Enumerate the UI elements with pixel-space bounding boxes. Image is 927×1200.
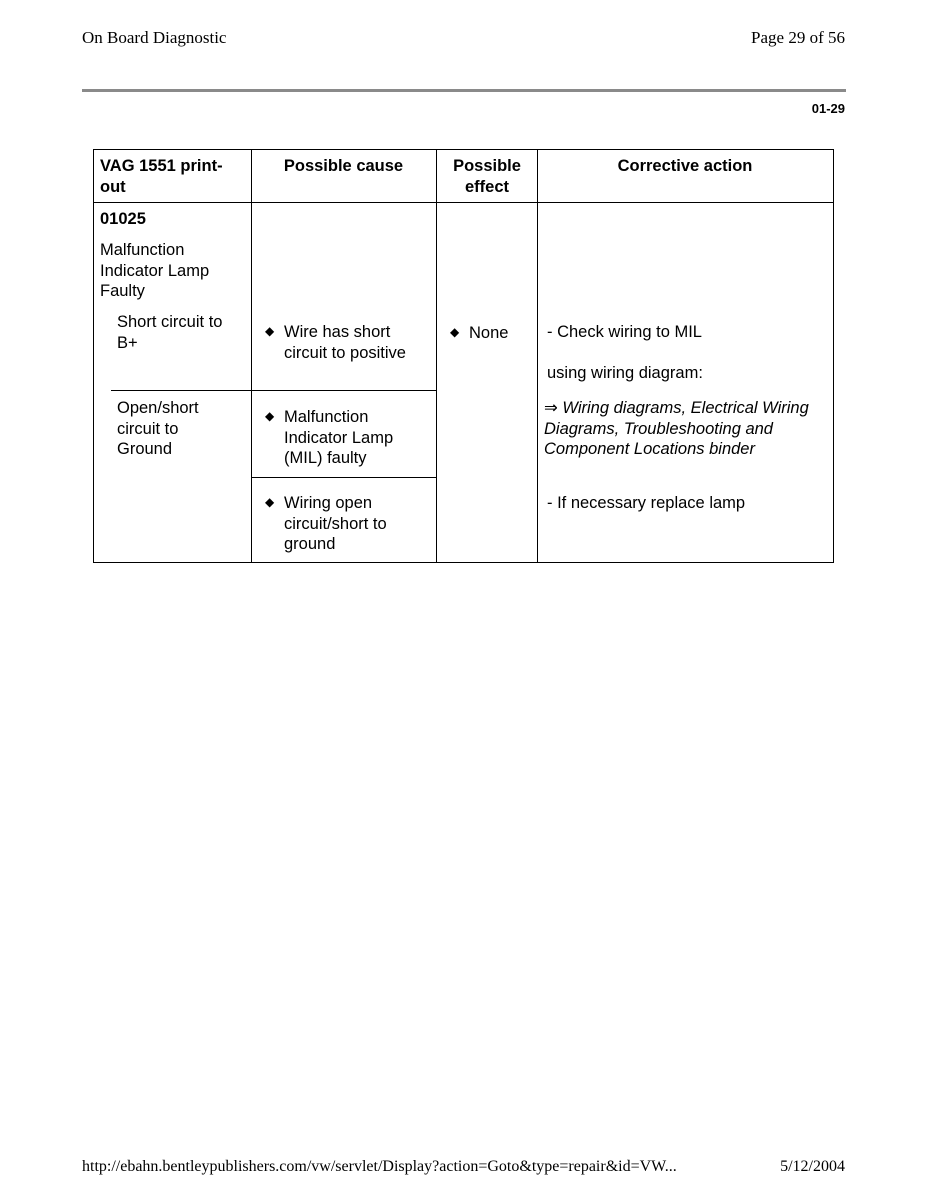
column-header-effect: Possible effect bbox=[453, 157, 521, 196]
diamond-bullet-icon: ◆ bbox=[265, 495, 275, 509]
header-divider bbox=[82, 89, 846, 92]
footer-url: http://ebahn.bentleypublishers.com/vw/servlet/Display?action=Goto&type=repair&id=VW... bbox=[82, 1158, 677, 1175]
diamond-bullet-icon: ◆ bbox=[265, 409, 275, 423]
effect-none: None bbox=[469, 324, 509, 342]
diamond-bullet-icon: ◆ bbox=[450, 325, 460, 339]
action-using-diagram: using wiring diagram: bbox=[547, 364, 703, 382]
cause-short-to-positive: Wire has short circuit to positive bbox=[284, 323, 406, 362]
column-header-cause: Possible cause bbox=[283, 157, 404, 175]
condition-short-b-plus: Short circuit to B+ bbox=[117, 313, 223, 352]
condition-open-short-ground: Open/short circuit to Ground bbox=[117, 399, 199, 458]
action-check-wiring: - Check wiring to MIL bbox=[547, 323, 702, 341]
cause-mil-faulty: Malfunction Indicator Lamp (MIL) faulty bbox=[284, 408, 394, 467]
document-title: On Board Diagnostic bbox=[82, 28, 227, 47]
column-header-action: Corrective action bbox=[617, 157, 753, 175]
arrow-right-icon: ⇒ bbox=[544, 399, 558, 417]
wiring-diagram-link[interactable]: Wiring diagrams, Electrical Wiring Diagrams, Troubleshooting and Component Locations binder bbox=[544, 399, 809, 458]
fault-code: 01025 bbox=[100, 210, 146, 228]
column-header-printout: VAG 1551 print-out bbox=[100, 157, 223, 196]
section-number: 01-29 bbox=[811, 101, 845, 116]
action-replace-lamp: - If necessary replace lamp bbox=[547, 494, 746, 512]
footer-date: 5/12/2004 bbox=[780, 1158, 845, 1175]
page-number: Page 29 of 56 bbox=[751, 28, 845, 47]
fault-name: Malfunction Indicator Lamp Faulty bbox=[100, 241, 210, 300]
cause-wiring-open-short: Wiring open circuit/short to ground bbox=[284, 494, 387, 553]
action-reference[interactable] bbox=[544, 398, 830, 460]
diamond-bullet-icon: ◆ bbox=[265, 324, 275, 338]
